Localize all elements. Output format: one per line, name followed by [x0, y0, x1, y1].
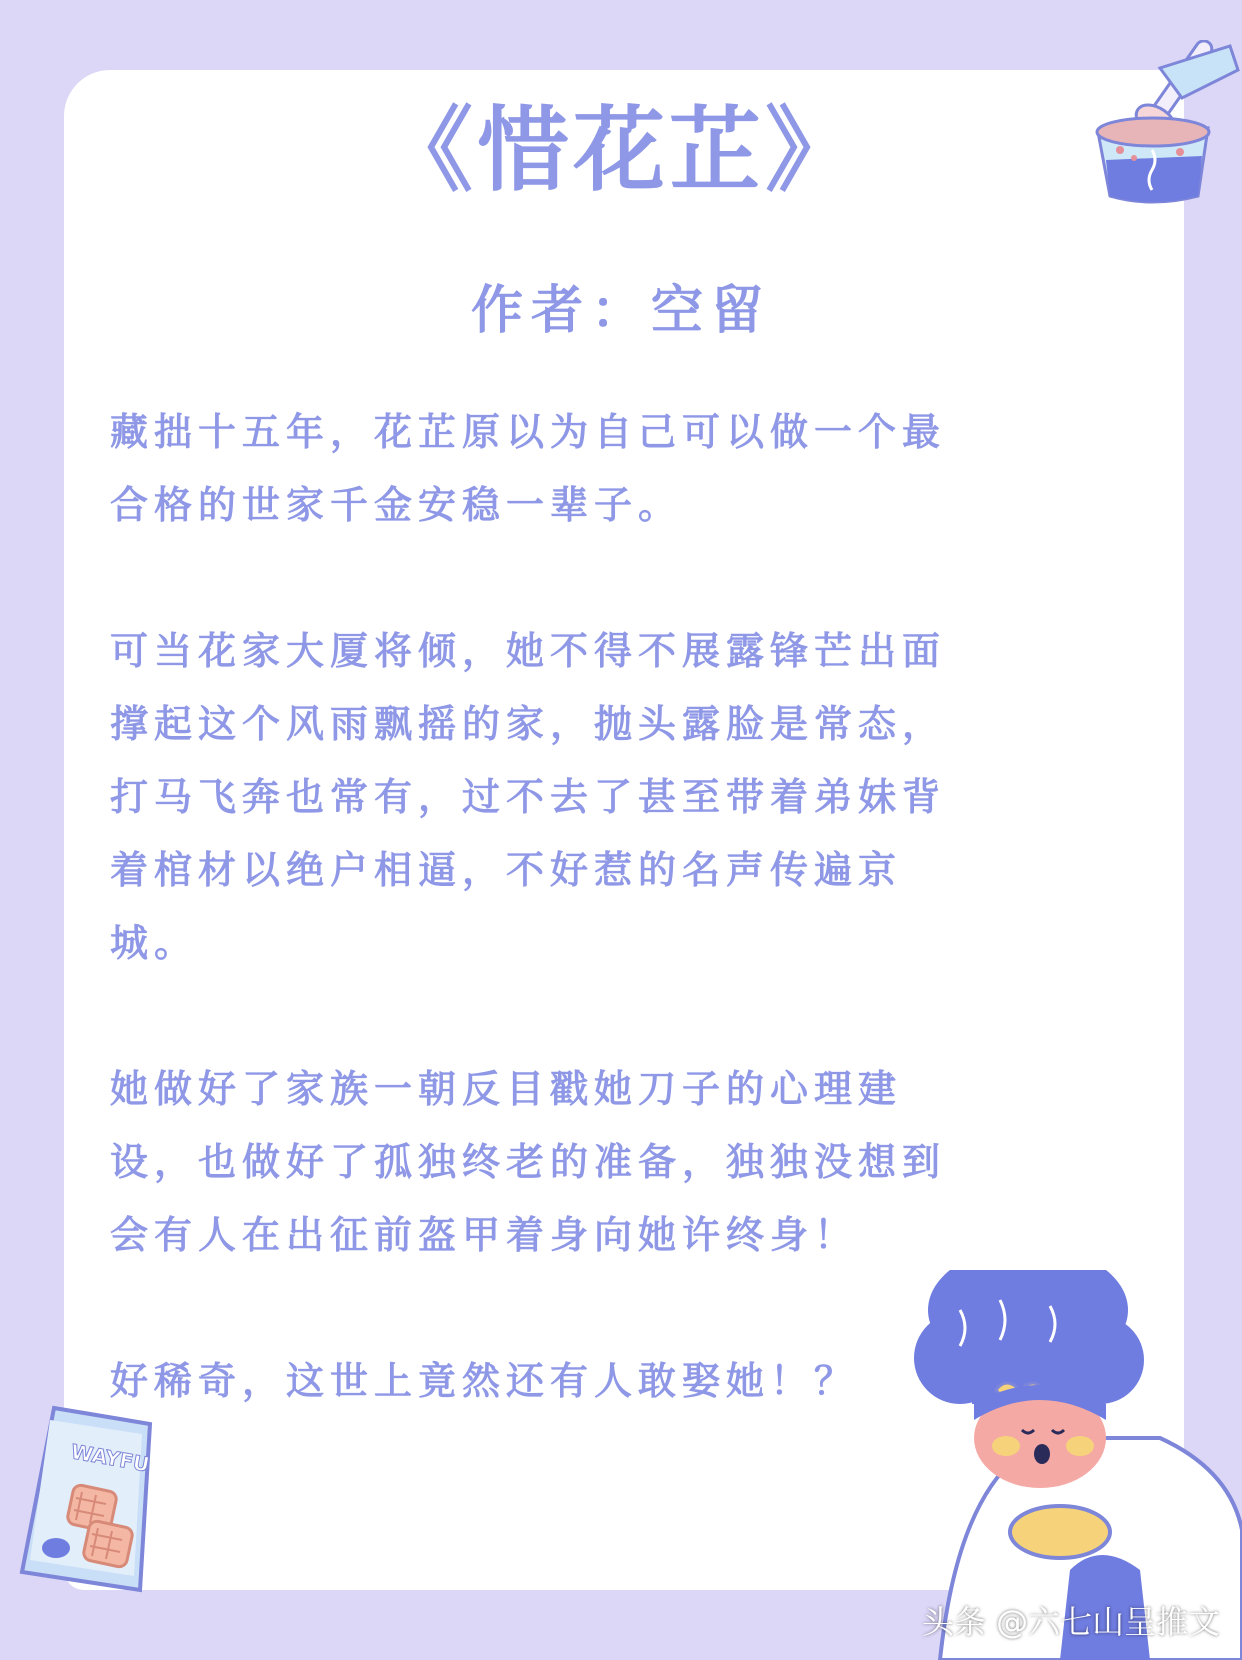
bag-brand-text: WAYFU [69, 1439, 152, 1477]
text-line: 撑起这个风雨飘摇的家，抛头露脸是常态， [110, 702, 947, 746]
text-line: 好稀奇，这世上竟然还有人敢娶她！？ [110, 1359, 859, 1403]
paragraph [110, 396, 1120, 542]
waffle-bag-icon [14, 1400, 154, 1596]
text-line: 着棺材以绝户相逼，不好惹的名声传遍京 [110, 848, 903, 892]
text-line: 藏拙十五年，花芷原以为自己可以做一个最 [110, 410, 947, 454]
book-title: 《惜花芷》 [380, 97, 861, 204]
yogurt-cup-icon [1090, 40, 1240, 210]
text-line: 设，也做好了孤独终老的准备，独独没想到 [110, 1140, 947, 1184]
text-line: 她做好了家族一朝反目戳她刀子的心理建 [110, 1067, 903, 1111]
paragraph [110, 1053, 1120, 1272]
author-line: 作者：空留 [470, 281, 771, 341]
text-line: 合格的世家千金安稳一辈子。 [110, 483, 683, 527]
text-line: 可当花家大厦将倾，她不得不展露锋芒出面 [110, 629, 947, 673]
text-line: 城。 [110, 921, 199, 965]
watermark: 头条 @六七山呈推文 [922, 1603, 1221, 1641]
text-line: 打马飞奔也常有，过不去了甚至带着弟妹背 [110, 775, 947, 819]
text-line: 会有人在出征前盔甲着身向她许终身！ [110, 1213, 859, 1257]
paragraph [110, 615, 1120, 980]
synopsis [110, 396, 1120, 1418]
